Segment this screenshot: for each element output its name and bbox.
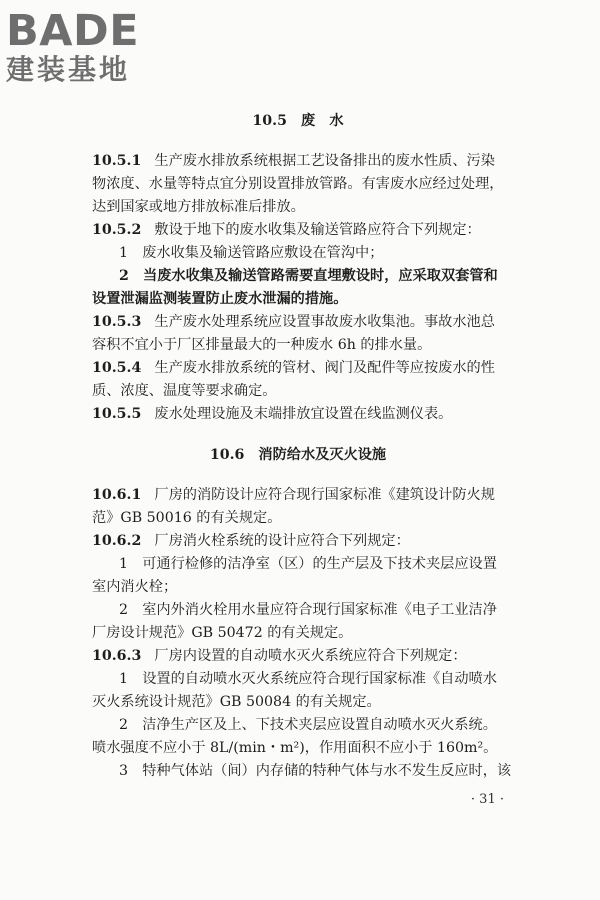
list-item: 3 特种气体站（间）内存储的特种气体与水不发生反应时，该 xyxy=(119,763,512,779)
list-item: 2 洁净生产区及上、下技术夹层应设置自动喷水灭火系统。 xyxy=(119,717,497,733)
clause-10-5-2 xyxy=(92,219,504,241)
clause-number: 10.5.3 xyxy=(92,314,142,330)
clause-10-5-3 xyxy=(92,311,504,333)
clause-text: 厂房消火栓系统的设计应符合下列规定： xyxy=(154,533,410,549)
clause-10-5-1 xyxy=(92,150,504,172)
clause-number: 10.5.4 xyxy=(92,360,142,376)
list-item-cont: 灭火系统设计规范》GB 50084 的有关规定。 xyxy=(92,694,381,710)
list-item-cont: 厂房设计规范》GB 50472 的有关规定。 xyxy=(92,625,353,641)
section-number: 10.6 xyxy=(209,447,245,463)
clause-number: 10.6.1 xyxy=(92,487,142,503)
publisher-logo xyxy=(6,8,186,86)
section-title: 废 水 xyxy=(300,113,344,129)
list-item: 1 可通行检修的洁净室（区）的生产层及下技术夹层应设置 xyxy=(119,556,497,572)
clause-number: 10.5.1 xyxy=(92,153,142,169)
section-title: 消防给水及灭火设施 xyxy=(258,447,387,463)
page-number: · 31 · xyxy=(470,792,504,807)
logo-subtitle: 建装基地 xyxy=(6,53,131,86)
clause-10-6-2 xyxy=(92,530,504,552)
clause-10-5-5 xyxy=(92,403,504,425)
clause-10-5-4 xyxy=(92,357,504,379)
clause-text: 生产废水排放系统根据工艺设备排出的废水性质、污染 xyxy=(154,153,495,169)
list-item-cont: 室内消火栓； xyxy=(92,579,178,595)
list-item: 1 废水收集及输送管路应敷设在管沟中； xyxy=(119,245,384,261)
section-number: 10.5 xyxy=(252,113,287,129)
clause-10-6-1 xyxy=(92,484,504,506)
clause-text: 生产废水处理系统应设置事故废水收集池。事故水池总 xyxy=(154,314,495,330)
clause-number: 10.5.5 xyxy=(92,406,142,422)
list-item-mandatory: 2 当废水收集及输送管路需要直埋敷设时，应采取双套管和 xyxy=(119,268,498,284)
clause-number: 10.6.3 xyxy=(92,648,142,664)
clause-number: 10.5.2 xyxy=(92,222,142,238)
clause-text: 厂房的消防设计应符合现行国家标准《建筑设计防火规 xyxy=(154,487,495,503)
clause-10-6-3 xyxy=(92,645,504,667)
clause-line: 达到国家或地方排放标准后排放。 xyxy=(92,199,305,215)
list-item-cont: 喷水强度不应小于 8L/(min・m²)，作用面积不应小于 160m²。 xyxy=(92,740,498,756)
clause-line: 范》GB 50016 的有关规定。 xyxy=(92,510,282,526)
clause-text: 敷设于地下的废水收集及输送管路应符合下列规定： xyxy=(154,222,481,238)
section-heading-10-6 xyxy=(92,444,504,466)
clause-text: 废水处理设施及末端排放宜设置在线监测仪表。 xyxy=(154,406,453,422)
logo-brand: BADE xyxy=(6,6,140,56)
list-item-mandatory-cont: 设置泄漏监测装置防止废水泄漏的措施。 xyxy=(92,291,348,307)
clause-line: 物浓度、水量等特点宜分别设置排放管路。有害废水应经过处理， xyxy=(92,176,504,192)
section-heading-10-5 xyxy=(92,110,504,132)
clause-text: 生产废水排放系统的管材、阀门及配件等应按废水的性 xyxy=(154,360,495,376)
clause-number: 10.6.2 xyxy=(92,533,142,549)
clause-line: 容积不宜小于厂区排量最大的一种废水 6h 的排水量。 xyxy=(92,337,432,353)
clause-text: 厂房内设置的自动喷水灭火系统应符合下列规定： xyxy=(154,648,467,664)
list-item: 2 室内外消火栓用水量应符合现行国家标准《电子工业洁净 xyxy=(119,602,497,618)
list-item: 1 设置的自动喷水灭火系统应符合现行国家标准《自动喷水 xyxy=(119,671,497,687)
clause-line: 质、浓度、温度等要求确定。 xyxy=(92,383,277,399)
